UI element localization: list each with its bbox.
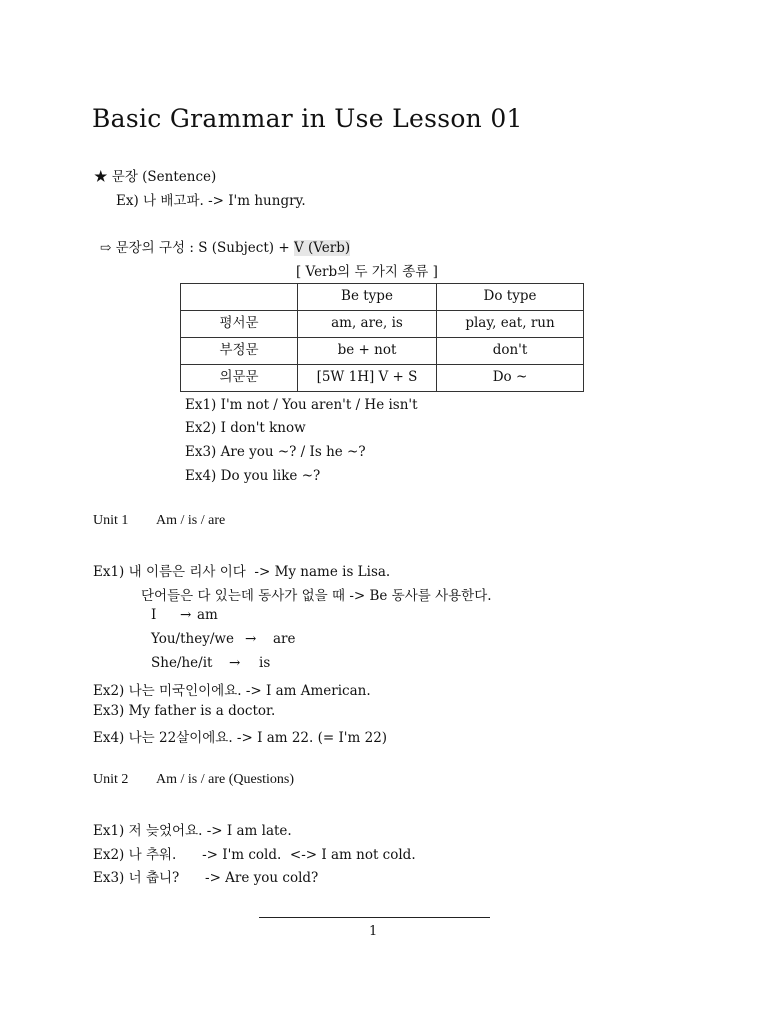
- pair-verb: is: [259, 655, 271, 671]
- structure-example: Ex3) Are you ~? / Is he ~?: [185, 444, 366, 460]
- structure-line: [100, 236, 350, 256]
- table-row: [181, 365, 584, 392]
- table-row: [181, 338, 584, 365]
- unit1-example: Ex2) 나는 미국인이에요. -> I am American.: [93, 683, 371, 699]
- table-cell: don't: [437, 338, 584, 365]
- table-caption: [ Verb의 두 가지 종류 ]: [296, 264, 438, 280]
- unit1-example: Ex1) 내 이름은 리사 이다 -> My name is Lisa.: [93, 564, 391, 580]
- table-cell: [5W 1H] V + S: [298, 365, 437, 392]
- table-row-label: 의문문: [181, 365, 298, 392]
- table-cell: Do ~: [437, 365, 584, 392]
- unit1-example: Ex3) My father is a doctor.: [93, 703, 276, 719]
- unit2-topic: Am / is / are (Questions): [156, 772, 295, 787]
- table-row: [181, 311, 584, 338]
- page-number: 1: [369, 924, 378, 939]
- arrow-right-icon: →: [229, 655, 241, 671]
- unit2-label: Unit 2: [93, 772, 129, 787]
- document-title: Basic Grammar in Use Lesson 01: [92, 104, 523, 133]
- unit1-example: Ex4) 나는 22살이에요. -> I am 22. (= I'm 22): [93, 730, 388, 746]
- table-cell: am, are, is: [298, 311, 437, 338]
- pair-verb: am: [197, 607, 218, 623]
- arrow-right-icon: →: [245, 631, 257, 647]
- table-header-cell: Do type: [437, 284, 584, 311]
- table-cell: [181, 284, 298, 311]
- structure-line-text: ⇨ 문장의 구성 : S (Subject) +: [100, 240, 294, 256]
- sentence-example: Ex) 나 배고파. -> I'm hungry.: [116, 193, 306, 209]
- structure-example: Ex2) I don't know: [185, 420, 306, 436]
- unit2-example: Ex3) 너 춥니? -> Are you cold?: [93, 870, 319, 886]
- table-header-row: [181, 284, 584, 311]
- table-cell: play, eat, run: [437, 311, 584, 338]
- pair-verb: are: [273, 631, 296, 647]
- structure-example: Ex4) Do you like ~?: [185, 468, 321, 484]
- verb-type-table: [180, 283, 584, 392]
- footer-rule: [259, 917, 490, 918]
- unit2-example: Ex2) 나 추워. -> I'm cold. <-> I am not cold.: [93, 847, 416, 863]
- unit1-label: Unit 1: [93, 513, 129, 528]
- table-header-cell: Be type: [298, 284, 437, 311]
- unit2-example: Ex1) 저 늦었어요. -> I am late.: [93, 823, 292, 839]
- sentence-heading: ★ 문장 (Sentence): [94, 169, 217, 185]
- arrow-right-icon: →: [180, 607, 192, 623]
- unit1-note: 단어들은 다 있는데 동사가 없을 때 -> Be 동사를 사용한다.: [141, 588, 492, 604]
- pair-subject: She/he/it: [151, 655, 213, 671]
- pair-subject: I: [151, 607, 157, 623]
- unit1-topic: Am / is / are: [156, 513, 226, 528]
- structure-example: Ex1) I'm not / You aren't / He isn't: [185, 397, 418, 413]
- pair-subject: You/they/we: [151, 631, 234, 647]
- table-row-label: 부정문: [181, 338, 298, 365]
- table-row-label: 평서문: [181, 311, 298, 338]
- verb-highlight: V (Verb): [293, 240, 351, 256]
- table-cell: be + not: [298, 338, 437, 365]
